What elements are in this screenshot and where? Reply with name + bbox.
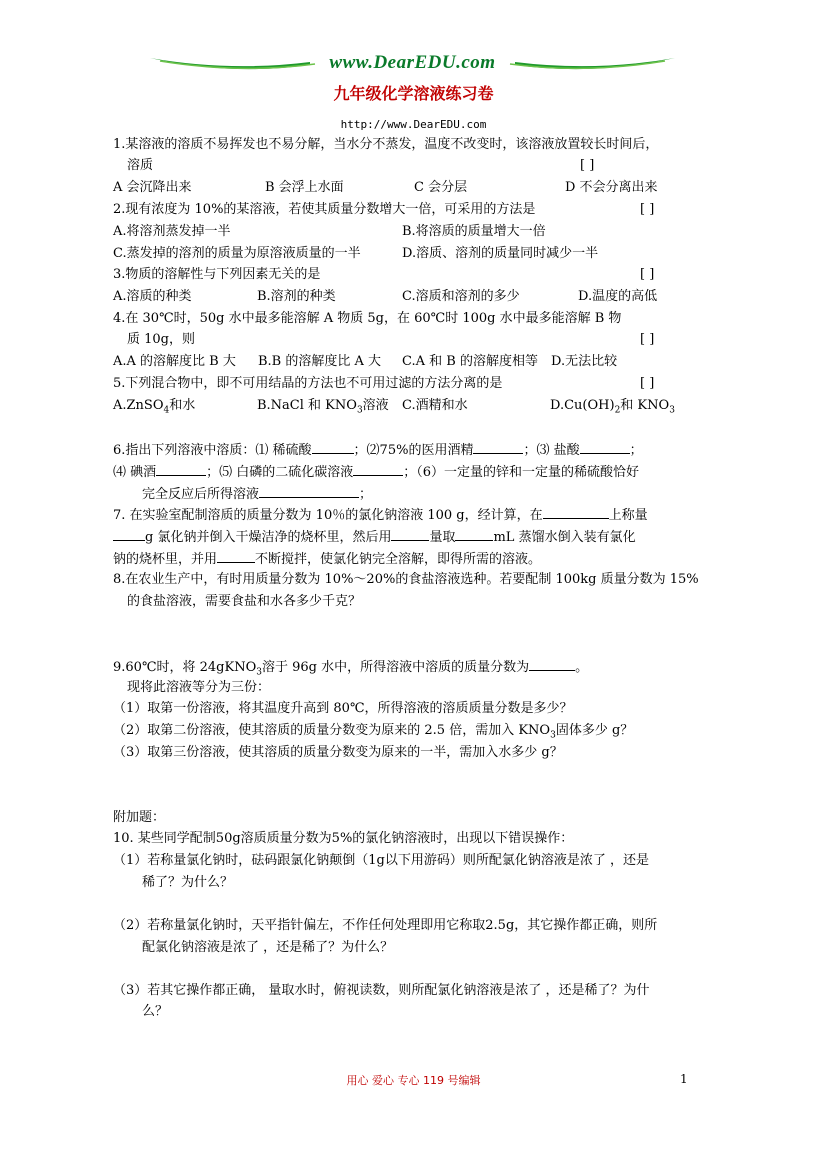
q7-text: mL 蒸馏水倒入装有氯化 [493, 530, 636, 545]
q7-line1 [113, 506, 648, 524]
q9-text: 。 [575, 660, 589, 675]
q6-text: ；（6）一定量的锌和一定量的稀硫酸恰好 [403, 465, 640, 480]
q9-text: （2）取第二份溶液，使其溶质的质量分数变为原来的 2.5 倍，需加入 KNO [113, 723, 551, 738]
q6-text: ； [359, 487, 373, 502]
q5-a-sub: 4 [163, 405, 170, 416]
answer-blank[interactable] [455, 528, 493, 541]
q1-stem-cont: 溶质 [127, 158, 154, 173]
q5-stem: 5.下列混合物中，即不可用结晶的方法也不可用过滤的方法分离的是 [113, 376, 503, 391]
site-name: www.DearEDU.com [329, 52, 496, 73]
q7-text: 量取 [429, 530, 456, 545]
q7-text: 钠的烧杯里，并用 [113, 552, 218, 567]
q4-option-b: B.B 的溶解度比 A 大 [258, 354, 382, 369]
q5-a-text: A.ZnSO [113, 398, 164, 413]
q2-option-b: B.将溶质的质量增大一倍 [402, 224, 546, 239]
q9-part1: （1）取第一份溶液，将其温度升高到 80℃，所得溶液的溶质质量分数是多少？ [113, 701, 573, 716]
q9-sub: 3 [550, 730, 556, 741]
q5-option-b [257, 398, 389, 419]
q9-text: 9.60℃时，将 24gKNO [113, 660, 257, 675]
q8-stem-cont: 的食盐溶液，需要食盐和水各多少千克？ [127, 594, 362, 609]
q7-text: g 氯化钠并倒入干燥洁净的烧杯里，然后用 [145, 530, 392, 545]
q6-line3 [142, 485, 372, 503]
q8-stem: 8.在农业生产中，有时用质量分数为 10%～20%的食盐溶液选种。若要配制 100kg 质量分数为 15% [113, 572, 699, 587]
q7-line3 [113, 550, 541, 568]
q1-option-a: A 会沉降出来 [113, 180, 192, 195]
q4-option-a: A.A 的溶解度比 B 大 [113, 354, 236, 369]
q6-line1 [113, 441, 643, 459]
q2-stem: 2.现有浓度为 10%的某溶液，若使其质量分数增大一倍，可采用的方法是 [113, 202, 536, 217]
q4-stem: 4.在 30℃时，50g 水中最多能溶解 A 物质 5g，在 60℃时 100g 水中最多能溶解 B 物 [113, 311, 622, 326]
q1-stem: 1.某溶液的溶质不易挥发也不易分解，当水分不蒸发，温度不改变时，该溶液放置较长时间后， [113, 137, 659, 152]
q2-option-d: D.溶质、溶剂的质量同时减少一半 [402, 246, 599, 261]
q3-option-d: D.温度的高低 [578, 289, 658, 304]
q2-answer-bracket: [ ] [640, 202, 655, 217]
q3-answer-bracket: [ ] [640, 267, 655, 282]
q6-text: ；⑸ 白磷的二硫化碳溶液 [206, 465, 354, 480]
answer-blank[interactable] [580, 441, 630, 454]
answer-blank[interactable] [156, 463, 206, 476]
q2-option-c: C.蒸发掉的溶剂的质量为原溶液质量的一半 [113, 246, 361, 261]
q9-part2 [113, 723, 633, 744]
footer-text: 用心 爱心 专心 119 号编辑 [346, 1074, 481, 1087]
q5-d-text2: 和 KNO [620, 398, 670, 413]
q9-stem [113, 658, 588, 681]
q10-stem: 10. 某些同学配制50g溶质质量分数为5%的氯化钠溶液时，出现以下错误操作： [113, 831, 574, 846]
q4-answer-bracket: [ ] [640, 332, 655, 347]
q6-text: ； [629, 443, 643, 458]
q6-text: 6.指出下列溶液中溶质：⑴ 稀硫酸 [113, 443, 312, 458]
q3-option-c: C.溶质和溶剂的多少 [402, 289, 520, 304]
q9-intro: 现将此溶液等分为三份： [127, 680, 271, 695]
q3-stem: 3.物质的溶解性与下列因素无关的是 [113, 267, 321, 282]
q1-option-c: C 会分层 [414, 180, 468, 195]
q5-d-text: D.Cu(OH) [550, 398, 615, 413]
q10-part3: （3）若其它操作都正确， 量取水时，俯视读数，则所配氯化钠溶液是浓了 ，还是稀了？为什 [113, 983, 650, 998]
q5-d-sub: 2 [614, 405, 621, 416]
q6-text: 完全反应后所得溶液 [142, 487, 260, 502]
q9-text: 固体多少 g？ [555, 723, 634, 738]
q4-option-d: D.无法比较 [551, 354, 618, 369]
q6-text: ；⑶ 盐酸 [523, 443, 580, 458]
answer-blank[interactable] [473, 441, 523, 454]
q6-line2 [113, 463, 639, 481]
q4-option-c: C.A 和 B 的溶解度相等 [402, 354, 538, 369]
q3-option-a: A.溶质的种类 [113, 289, 192, 304]
q5-d-sub2: 3 [669, 405, 675, 416]
answer-blank[interactable] [529, 658, 575, 671]
q6-text: ⑷ 碘酒 [113, 465, 157, 480]
q1-option-d: D 不会分离出来 [565, 180, 658, 195]
extra-heading: 附加题： [113, 810, 166, 825]
answer-blank[interactable] [113, 528, 145, 541]
answer-blank[interactable] [391, 528, 429, 541]
q10-part2-cont: 配氯化钠溶液是浓了 ，还是稀了？为什么？ [142, 940, 394, 955]
q3-option-b: B.溶剂的种类 [257, 289, 336, 304]
q10-part1: （1）若称量氯化钠时，砝码跟氯化钠颠倒（1g以下用游码）则所配氯化钠溶液是浓了 ，还是 [113, 853, 649, 868]
q5-option-a [113, 398, 195, 419]
q5-option-c: C.酒精和水 [402, 398, 468, 413]
q7-text: 上称量 [608, 508, 648, 523]
q5-b-text: B.NaCl 和 KNO [257, 398, 357, 413]
header-banner [150, 50, 675, 80]
page-number: 1 [680, 1072, 688, 1086]
q7-text: 不断搅拌，使氯化钠完全溶解，即得所需的溶液。 [255, 552, 542, 567]
site-url: http://www.DearEDU.com [340, 118, 487, 131]
answer-blank[interactable] [543, 506, 609, 519]
q5-option-d [550, 398, 675, 419]
answer-blank[interactable] [217, 550, 255, 563]
q5-answer-bracket: [ ] [640, 376, 655, 391]
q9-text: 溶于 96g 水中，所得溶液中溶质的质量分数为 [261, 660, 530, 675]
q7-text: 7. 在实验室配制溶质的质量分数为 10％的氯化钠溶液 100 g，经计算，在 [113, 508, 543, 523]
answer-blank[interactable] [259, 485, 359, 498]
q2-option-a: A.将溶剂蒸发掉一半 [113, 224, 231, 239]
q1-answer-bracket: [ ] [580, 158, 595, 173]
q7-line2 [113, 528, 636, 546]
q9-part3: （3）取第三份溶液，使其溶质的质量分数变为原来的一半，需加入水多少 g？ [113, 745, 563, 760]
answer-blank[interactable] [353, 463, 403, 476]
q10-part2: （2）若称量氯化钠时，天平指针偏左，不作任何处理即用它称取2.5g，其它操作都正确，则所 [113, 918, 658, 933]
q5-a-text2: 和水 [169, 398, 196, 413]
q10-part1-cont: 稀了？为什么？ [142, 875, 234, 890]
q9-sub: 3 [256, 667, 262, 678]
q5-b-sub: 3 [356, 405, 363, 416]
q5-b-text2: 溶液 [362, 398, 389, 413]
answer-blank[interactable] [312, 441, 354, 454]
q1-option-b: B 会浮上水面 [265, 180, 344, 195]
q6-text: ；⑵75%的医用酒精 [353, 443, 474, 458]
q10-part3-cont: 么？ [142, 1004, 169, 1019]
page-title: 九年级化学溶液练习卷 [333, 84, 494, 103]
q4-stem-cont: 质 10g，则 [127, 332, 195, 347]
